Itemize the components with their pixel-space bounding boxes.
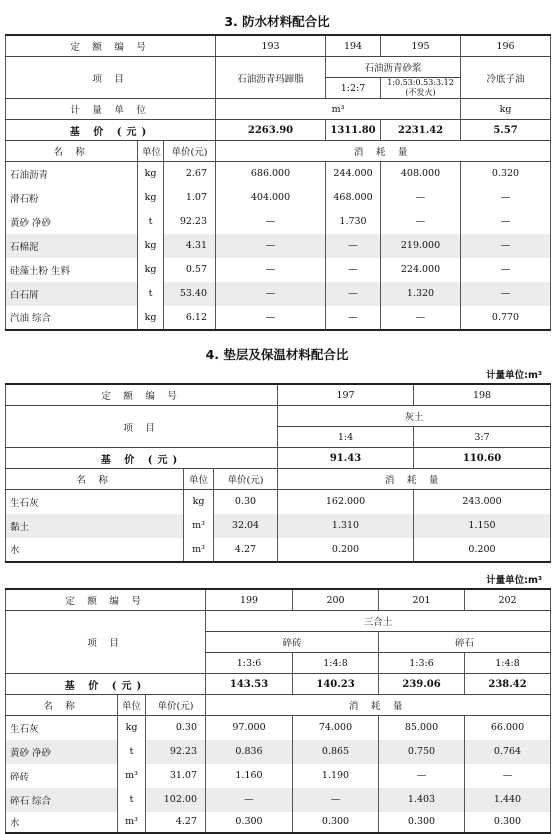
consumption-cell: 1.403 (379, 788, 465, 812)
material-name: 汽油 综合 (6, 306, 138, 330)
waterproof-material-table (5, 34, 551, 331)
price-row (6, 448, 551, 469)
section-3-title: 3. 防水材料配合比 (224, 14, 330, 29)
item-row (6, 611, 551, 632)
price-cell: 239.06 (379, 674, 465, 695)
code-cell: 199 (206, 589, 293, 611)
unit-row (6, 99, 551, 120)
material-price: 4.31 (164, 234, 216, 258)
consumption-cell: 219.000 (381, 234, 461, 258)
consumption-cell: 74.000 (293, 716, 379, 740)
consumption-cell: 1.440 (465, 788, 551, 812)
material-name: 生石灰 (6, 490, 184, 514)
material-name: 石棉泥 (6, 234, 138, 258)
unit-note: 计量单位:m³ (486, 370, 542, 381)
name-header: 名 称 (6, 695, 118, 716)
material-price: 31.07 (146, 764, 206, 788)
consumption-cell: — (381, 186, 461, 210)
consumption-cell: 0.300 (465, 812, 551, 833)
table-row (6, 234, 551, 258)
sub-group-cell: 碎石 (379, 632, 551, 653)
consumption-cell: 0.865 (293, 740, 379, 764)
item-group: 灰土 (278, 406, 551, 427)
section-4-title: 4. 垫层及保温材料配合比 (205, 347, 349, 362)
code-cell: 198 (414, 384, 551, 406)
material-price: 1.07 (164, 186, 216, 210)
table-row (6, 258, 551, 282)
table-row (6, 514, 551, 538)
consumption-cell: 686.000 (216, 162, 326, 186)
material-name: 生石灰 (6, 716, 118, 740)
ratio-cell: 3:7 (414, 427, 551, 448)
consumption-cell: 0.300 (206, 812, 293, 833)
material-price: 4.27 (146, 812, 206, 833)
code-row (6, 35, 551, 57)
consumption-cell: 0.300 (293, 812, 379, 833)
code-cell: 200 (293, 589, 379, 611)
material-name: 滑石粉 (6, 186, 138, 210)
unit-price-header: 单价(元) (164, 141, 216, 162)
material-price: 6.12 (164, 306, 216, 330)
triple-soil-table (5, 588, 551, 834)
material-unit: kg (138, 258, 164, 282)
table-row (6, 812, 551, 833)
item-row (6, 406, 551, 427)
consumption-cell: 1.190 (293, 764, 379, 788)
material-price: 32.04 (214, 514, 278, 538)
material-name: 水 (6, 538, 184, 562)
consumption-cell: — (326, 234, 381, 258)
material-name: 石油沥青 (6, 162, 138, 186)
consumption-cell: — (461, 258, 551, 282)
consumption-cell: 0.200 (414, 538, 551, 562)
consumption-cell: 408.000 (381, 162, 461, 186)
name-header: 名 称 (6, 141, 138, 162)
price-cell: 91.43 (278, 448, 414, 469)
unit-note: 计量单位:m³ (486, 575, 542, 586)
consumption-cell: — (381, 306, 461, 330)
price-header: 基 价 (元) (6, 674, 206, 695)
material-price: 0.30 (146, 716, 206, 740)
material-price: 102.00 (146, 788, 206, 812)
code-cell: 194 (326, 35, 381, 57)
item-194: 1:2:7 (326, 78, 381, 99)
code-row (6, 589, 551, 611)
material-price: 0.57 (164, 258, 216, 282)
consumption-cell: — (216, 282, 326, 306)
item-group: 三合土 (206, 611, 551, 632)
item-row (6, 57, 551, 78)
consumption-header: 消 耗 量 (206, 695, 551, 716)
code-cell: 193 (216, 35, 326, 57)
table-row (6, 306, 551, 330)
code-header: 定 额 编 号 (6, 35, 216, 57)
price-cell: 2231.42 (381, 120, 461, 141)
ratio-cell: 1:3:6 (206, 653, 293, 674)
cushion-material-table (5, 383, 551, 563)
consumption-cell: 468.000 (326, 186, 381, 210)
unit-kg: kg (461, 99, 551, 120)
material-unit: m³ (118, 812, 146, 833)
consumption-cell: 0.764 (465, 740, 551, 764)
ratio-cell: 1:4:8 (465, 653, 551, 674)
consumption-cell: — (216, 306, 326, 330)
material-unit: kg (184, 490, 214, 514)
column-header-row (6, 469, 551, 490)
material-unit: t (118, 740, 146, 764)
column-header-row (6, 141, 551, 162)
item-195: 1:0.53:0.53:3.12 (不发火) (381, 78, 461, 99)
consumption-cell: — (326, 282, 381, 306)
unit-price-header: 单价(元) (214, 469, 278, 490)
material-name: 碎石 综合 (6, 788, 118, 812)
price-cell: 1311.80 (326, 120, 381, 141)
consumption-cell: — (379, 764, 465, 788)
material-unit: kg (138, 234, 164, 258)
consumption-cell: 1.310 (278, 514, 414, 538)
material-name: 黄砂 净砂 (6, 740, 118, 764)
consumption-cell: 244.000 (326, 162, 381, 186)
consumption-cell: 85.000 (379, 716, 465, 740)
price-row (6, 674, 551, 695)
material-name: 碎砖 (6, 764, 118, 788)
table-row (6, 716, 551, 740)
unit-price-header: 单价(元) (146, 695, 206, 716)
consumption-cell: 0.770 (461, 306, 551, 330)
consumption-cell: — (461, 234, 551, 258)
consumption-cell: — (206, 788, 293, 812)
unit-col-header: 单位 (138, 141, 164, 162)
item-group: 石油沥青砂浆 (326, 57, 461, 78)
ratio-cell: 1:4:8 (293, 653, 379, 674)
unit-m3: m³ (216, 99, 461, 120)
material-unit: m³ (184, 514, 214, 538)
price-header: 基 价 (元) (6, 120, 216, 141)
material-name: 硅藻土粉 生料 (6, 258, 138, 282)
material-price: 92.23 (146, 740, 206, 764)
price-cell: 5.57 (461, 120, 551, 141)
item-header: 项 目 (6, 57, 216, 99)
material-unit: t (138, 210, 164, 234)
consumption-cell: 66.000 (465, 716, 551, 740)
consumption-cell: 162.000 (278, 490, 414, 514)
consumption-cell: 1.160 (206, 764, 293, 788)
material-price: 2.67 (164, 162, 216, 186)
consumption-cell: — (216, 258, 326, 282)
price-row (6, 120, 551, 141)
material-price: 4.27 (214, 538, 278, 562)
consumption-cell: 243.000 (414, 490, 551, 514)
material-unit: m³ (184, 538, 214, 562)
material-unit: m³ (118, 764, 146, 788)
table-row (6, 162, 551, 186)
price-header: 基 价 (元) (6, 448, 278, 469)
price-cell: 110.60 (414, 448, 551, 469)
consumption-cell: 0.300 (379, 812, 465, 833)
ratio-cell: 1:4 (278, 427, 414, 448)
code-cell: 196 (461, 35, 551, 57)
consumption-cell: 1.150 (414, 514, 551, 538)
table-row (6, 764, 551, 788)
material-name: 水 (6, 812, 118, 833)
consumption-cell: 0.836 (206, 740, 293, 764)
code-cell: 197 (278, 384, 414, 406)
code-row (6, 384, 551, 406)
consumption-cell: 1.730 (326, 210, 381, 234)
code-header: 定 额 编 号 (6, 589, 206, 611)
item-header: 项 目 (6, 406, 278, 448)
code-cell: 202 (465, 589, 551, 611)
consumption-cell: 224.000 (381, 258, 461, 282)
material-unit: kg (138, 306, 164, 330)
unit-col-header: 单位 (184, 469, 214, 490)
sub-group-cell: 碎砖 (206, 632, 379, 653)
material-unit: t (118, 788, 146, 812)
code-cell: 195 (381, 35, 461, 57)
material-price: 0.30 (214, 490, 278, 514)
material-name: 黏土 (6, 514, 184, 538)
material-name: 白石屑 (6, 282, 138, 306)
code-header: 定 额 编 号 (6, 384, 278, 406)
consumption-cell: 97.000 (206, 716, 293, 740)
material-price: 92.23 (164, 210, 216, 234)
table-row (6, 538, 551, 562)
table-row (6, 186, 551, 210)
consumption-cell: — (461, 282, 551, 306)
table-row (6, 490, 551, 514)
consumption-header: 消 耗 量 (216, 141, 551, 162)
item-193: 石油沥青玛蹄脂 (216, 57, 326, 99)
material-unit: kg (138, 162, 164, 186)
table-row (6, 210, 551, 234)
consumption-cell: — (216, 210, 326, 234)
code-cell: 201 (379, 589, 465, 611)
ratio-cell: 1:3:6 (379, 653, 465, 674)
consumption-cell: — (326, 258, 381, 282)
column-header-row (6, 695, 551, 716)
material-price: 53.40 (164, 282, 216, 306)
price-cell: 140.23 (293, 674, 379, 695)
consumption-cell: — (326, 306, 381, 330)
consumption-cell: — (293, 788, 379, 812)
consumption-header: 消 耗 量 (278, 469, 551, 490)
consumption-cell: — (461, 210, 551, 234)
material-unit: kg (138, 186, 164, 210)
material-name: 黄砂 净砂 (6, 210, 138, 234)
consumption-cell: — (461, 186, 551, 210)
consumption-cell: 0.320 (461, 162, 551, 186)
unit-col-header: 单位 (118, 695, 146, 716)
item-header: 项 目 (6, 611, 206, 674)
consumption-cell: 0.200 (278, 538, 414, 562)
table-row (6, 788, 551, 812)
item-196: 冷底子油 (461, 57, 551, 99)
price-cell: 2263.90 (216, 120, 326, 141)
name-header: 名 称 (6, 469, 184, 490)
unit-header: 计 量 单 位 (6, 99, 216, 120)
price-cell: 238.42 (465, 674, 551, 695)
material-unit: kg (118, 716, 146, 740)
table-row (6, 740, 551, 764)
consumption-cell: 1.320 (381, 282, 461, 306)
consumption-cell: 0.750 (379, 740, 465, 764)
table-row (6, 282, 551, 306)
consumption-cell: — (216, 234, 326, 258)
consumption-cell: — (381, 210, 461, 234)
consumption-cell: — (465, 764, 551, 788)
consumption-cell: 404.000 (216, 186, 326, 210)
material-unit: t (138, 282, 164, 306)
price-cell: 143.53 (206, 674, 293, 695)
